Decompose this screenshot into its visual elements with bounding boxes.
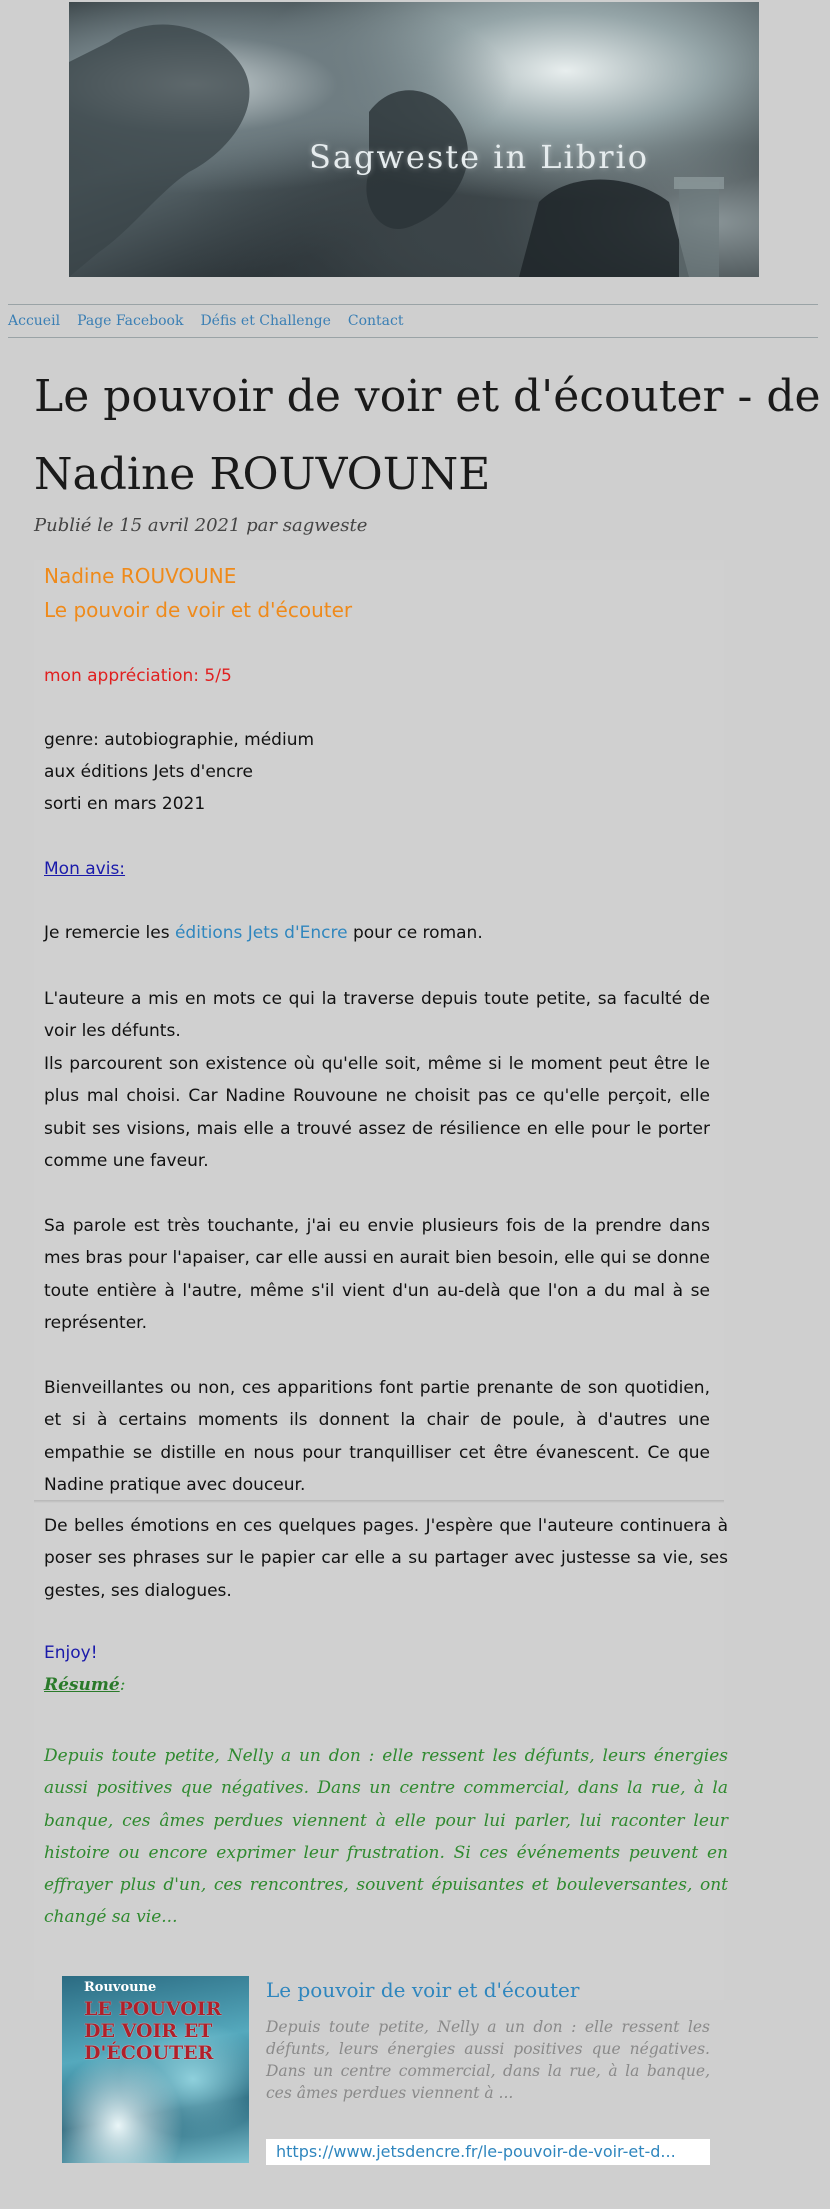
thanks-before: Je remercie les	[44, 923, 175, 943]
release-date: sorti en mars 2021	[44, 794, 206, 814]
nav-item-contact[interactable]: Contact	[347, 313, 404, 329]
rating: mon appréciation: 5/5	[44, 666, 232, 686]
review-paragraph-3: Sa parole est très touchante, j'ai eu envie plusieurs fois de la prendre dans mes bras pour l'apaiser, car elle aussi en aurait bien besoin, elle qui se donne toute entière à l'autre, même s'il vient d'un au-delà que l'on a du mal à se représenter.	[44, 1216, 710, 1333]
nav-item-accueil[interactable]: Accueil	[8, 313, 61, 329]
main-nav	[8, 304, 818, 338]
review-paragraph-2: Ils parcourent son existence où qu'elle soit, même si le moment peut être le plus mal choisi. Car Nadine Rouvoune ne choisit pas ce qu'elle perçoit, elle subit ses visions, mais elle a trouvé assez de résilience en elle pour le porter comme une faveur.	[44, 1054, 710, 1171]
card-title-link[interactable]: Le pouvoir de voir et d'écouter	[266, 1978, 580, 2002]
site-title: Sagweste in Librio	[309, 138, 649, 176]
genre: genre: autobiographie, médium	[44, 730, 315, 750]
summary-heading-label: Résumé	[44, 1675, 120, 1695]
review-paragraph-1: L'auteure a mis en mots ce qui la traverse depuis toute petite, sa faculté de voir les défunts.	[44, 989, 710, 1042]
book-author: Nadine ROUVOUNE	[44, 564, 237, 588]
cover-author: Rouvoune	[84, 1980, 157, 1995]
book-title: Le pouvoir de voir et d'écouter	[44, 598, 353, 622]
card-url-link[interactable]: https://www.jetsdencre.fr/le-pouvoir-de-voir-et-d...	[266, 2139, 710, 2165]
cover-title: LE POUVOIR DE VOIR ET D'ÉCOUTER	[84, 1998, 222, 2064]
summary-heading-colon: :	[119, 1675, 126, 1695]
review-paragraph-4: Bienveillantes ou non, ces apparitions font partie prenante de son quotidien, et si à certains moments ils donnent la chair de poule, à d'autres une empathie se distille en nous pour tranquilliser cet être évanescent. Ce que Nadine pratique avec douceur.	[44, 1378, 710, 1495]
review-paragraph-5: De belles émotions en ces quelques pages. J'espère que l'auteure continuera à poser ses phrases sur le papier car elle a su partager avec justesse sa vie, ses gestes, ses dialogues.	[44, 1516, 728, 1601]
review-heading[interactable]: Mon avis:	[44, 859, 126, 879]
enjoy-text: Enjoy!	[44, 1643, 98, 1663]
card-description: Depuis toute petite, Nelly a un don : elle ressent les défunts, leurs énergies aussi positives que négatives. Dans un centre commercial, dans la rue, à la banque, ces âmes perdues viennent à ...	[266, 2018, 710, 2102]
nav-item-facebook[interactable]: Page Facebook	[77, 313, 184, 329]
book-cover-image[interactable]	[62, 1976, 249, 2163]
summary-text: Depuis toute petite, Nelly a un don : elle ressent les défunts, leurs énergies aussi positives que négatives. Dans un centre commercial, dans la rue, à la banque, ces âmes perdues viennent à elle pour lui parler, lui raconter leur histoire ou encore exprimer leur frustration. Si ces événements peuvent en effrayer plus d'un, ces rencontres, souvent épuisantes et bouleversantes, ont changé sa vie...	[44, 1746, 728, 1928]
post-title-line2: Nadine ROUVOUNE	[34, 449, 491, 500]
publisher-link[interactable]: éditions Jets d'Encre	[174, 923, 348, 943]
thanks-after: pour ce roman.	[347, 923, 483, 943]
thanks-line	[44, 923, 483, 943]
nav-item-defis[interactable]: Défis et Challenge	[200, 313, 331, 329]
publisher: aux éditions Jets d'encre	[44, 762, 253, 782]
header-banner[interactable]	[69, 2, 759, 277]
post-title	[34, 358, 824, 514]
post-meta: Publié le 15 avril 2021 par sagweste	[34, 515, 368, 536]
section-divider	[34, 1500, 724, 1503]
post-title-line1: Le pouvoir de voir et d'écouter - de	[34, 371, 821, 422]
summary-heading	[44, 1675, 125, 1695]
link-preview-card[interactable]	[48, 1960, 728, 2170]
